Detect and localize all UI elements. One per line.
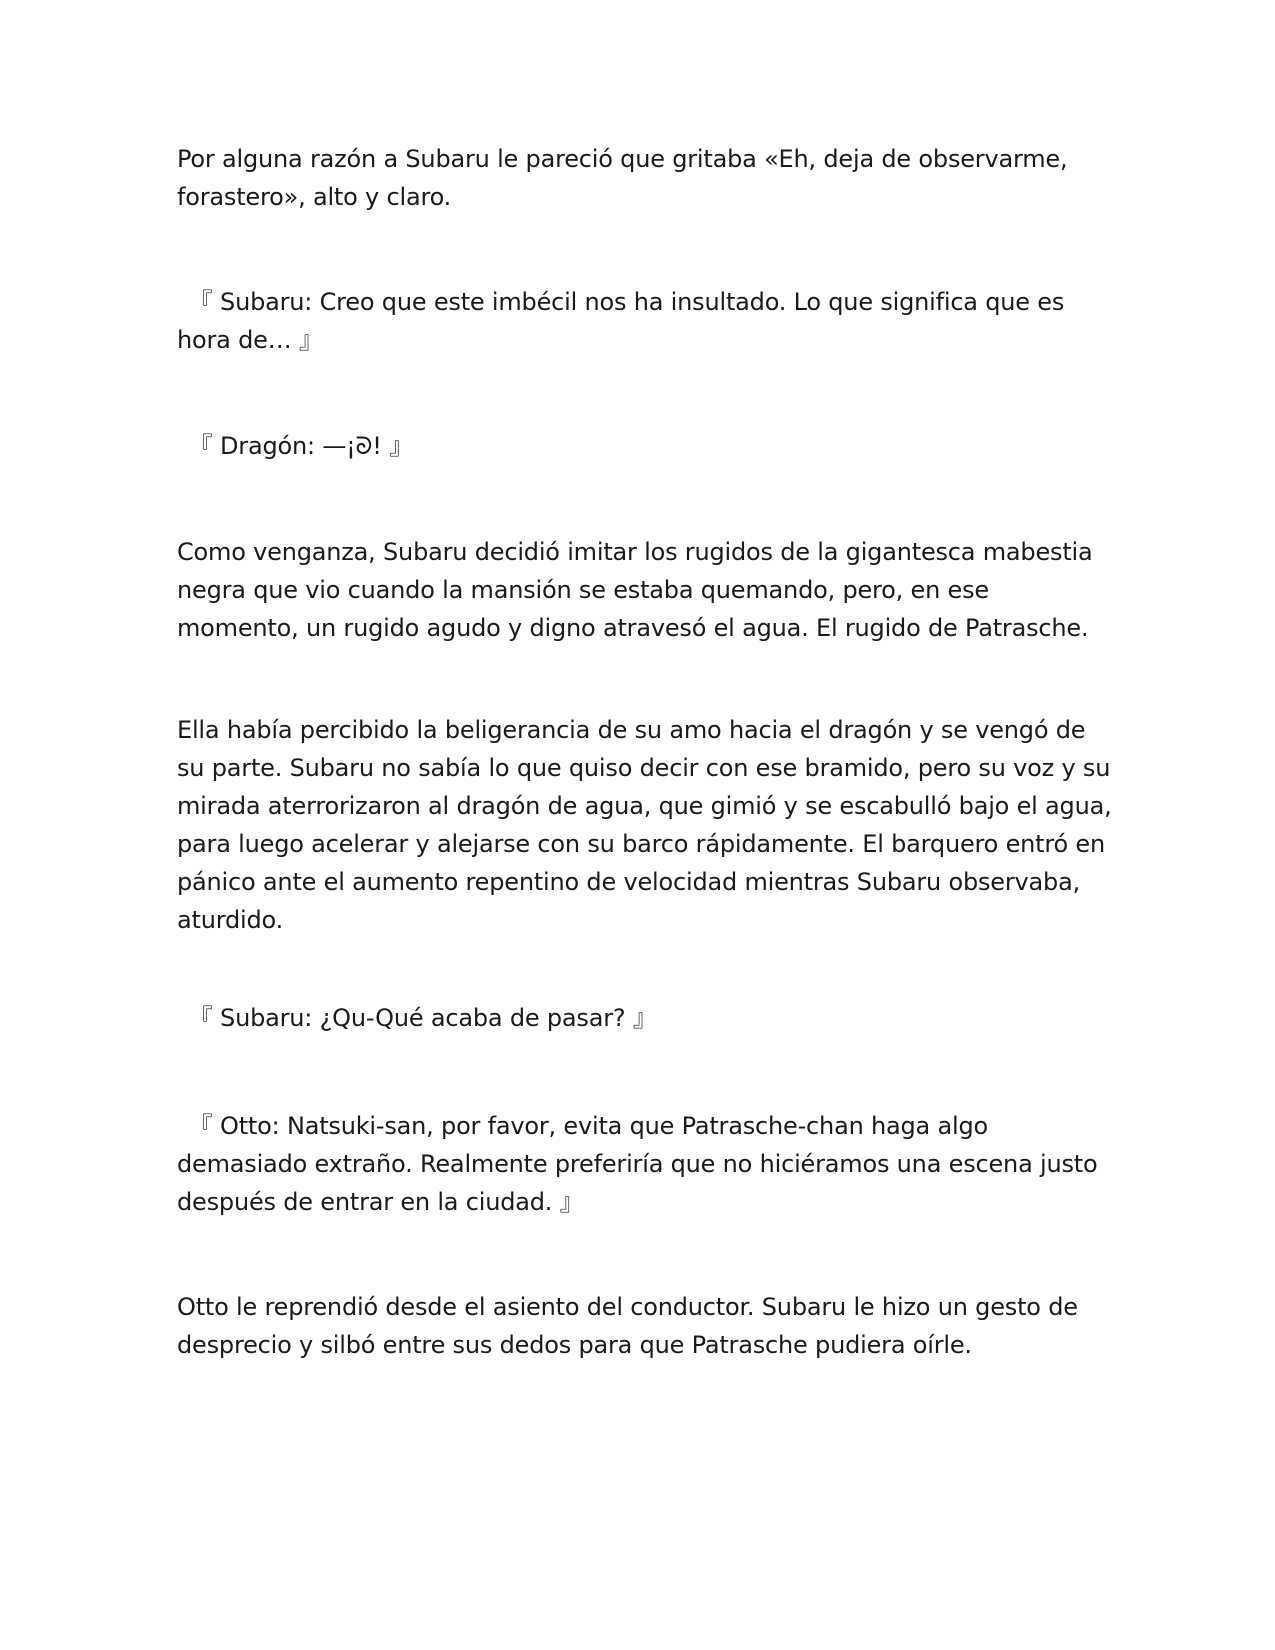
dialogue-otto: 『 Otto: Natsuki-san, por favor, evita que Patrasche-chan haga algo demasiado extraño. Realmente preferiría que no hiciéramos una escena justo después de entrar en la ciudad. 』 bbox=[177, 1112, 1105, 1216]
dialogue-subaru-2: 『 Subaru: ¿Qu-Qué acaba de pasar? 』 bbox=[177, 1004, 657, 1032]
paragraph-narration-1: Por alguna razón a Subaru le pareció que gritaba «Eh, deja de observarme, forastero», alto y claro. bbox=[177, 145, 1075, 211]
paragraph-narration-3: Ella había percibido la beligerancia de su amo hacia el dragón y se vengó de su parte. Subaru no sabía lo que quiso decir con ese bramido, pero su voz y su mirada aterrorizaron al dragón de agua, que gimió y se escabulló bajo el agua, para luego acelerar y alejarse con su barco rápidamente. El barquero entró en pánico ante el aumento repentino de velocidad mientras Subaru observaba, aturdido. bbox=[177, 716, 1119, 934]
paragraph-narration-2: Como venganza, Subaru decidió imitar los rugidos de la gigantesca mabestia negra que vio cuando la mansión se estaba quemando, pero, en ese momento, un rugido agudo y digno atravesó el agua. El rugido de Patrasche. bbox=[177, 538, 1100, 642]
paragraph-narration-4: Otto le reprendió desde el asiento del conductor. Subaru le hizo un gesto de desprecio y silbó entre sus dedos para que Patrasche pudiera oírle. bbox=[177, 1293, 1086, 1359]
dialogue-dragon: 『 Dragón: —¡ᘐ! 』 bbox=[177, 432, 413, 460]
dialogue-subaru-1: 『 Subaru: Creo que este imbécil nos ha insultado. Lo que significa que es hora de… 』 bbox=[177, 288, 1072, 354]
